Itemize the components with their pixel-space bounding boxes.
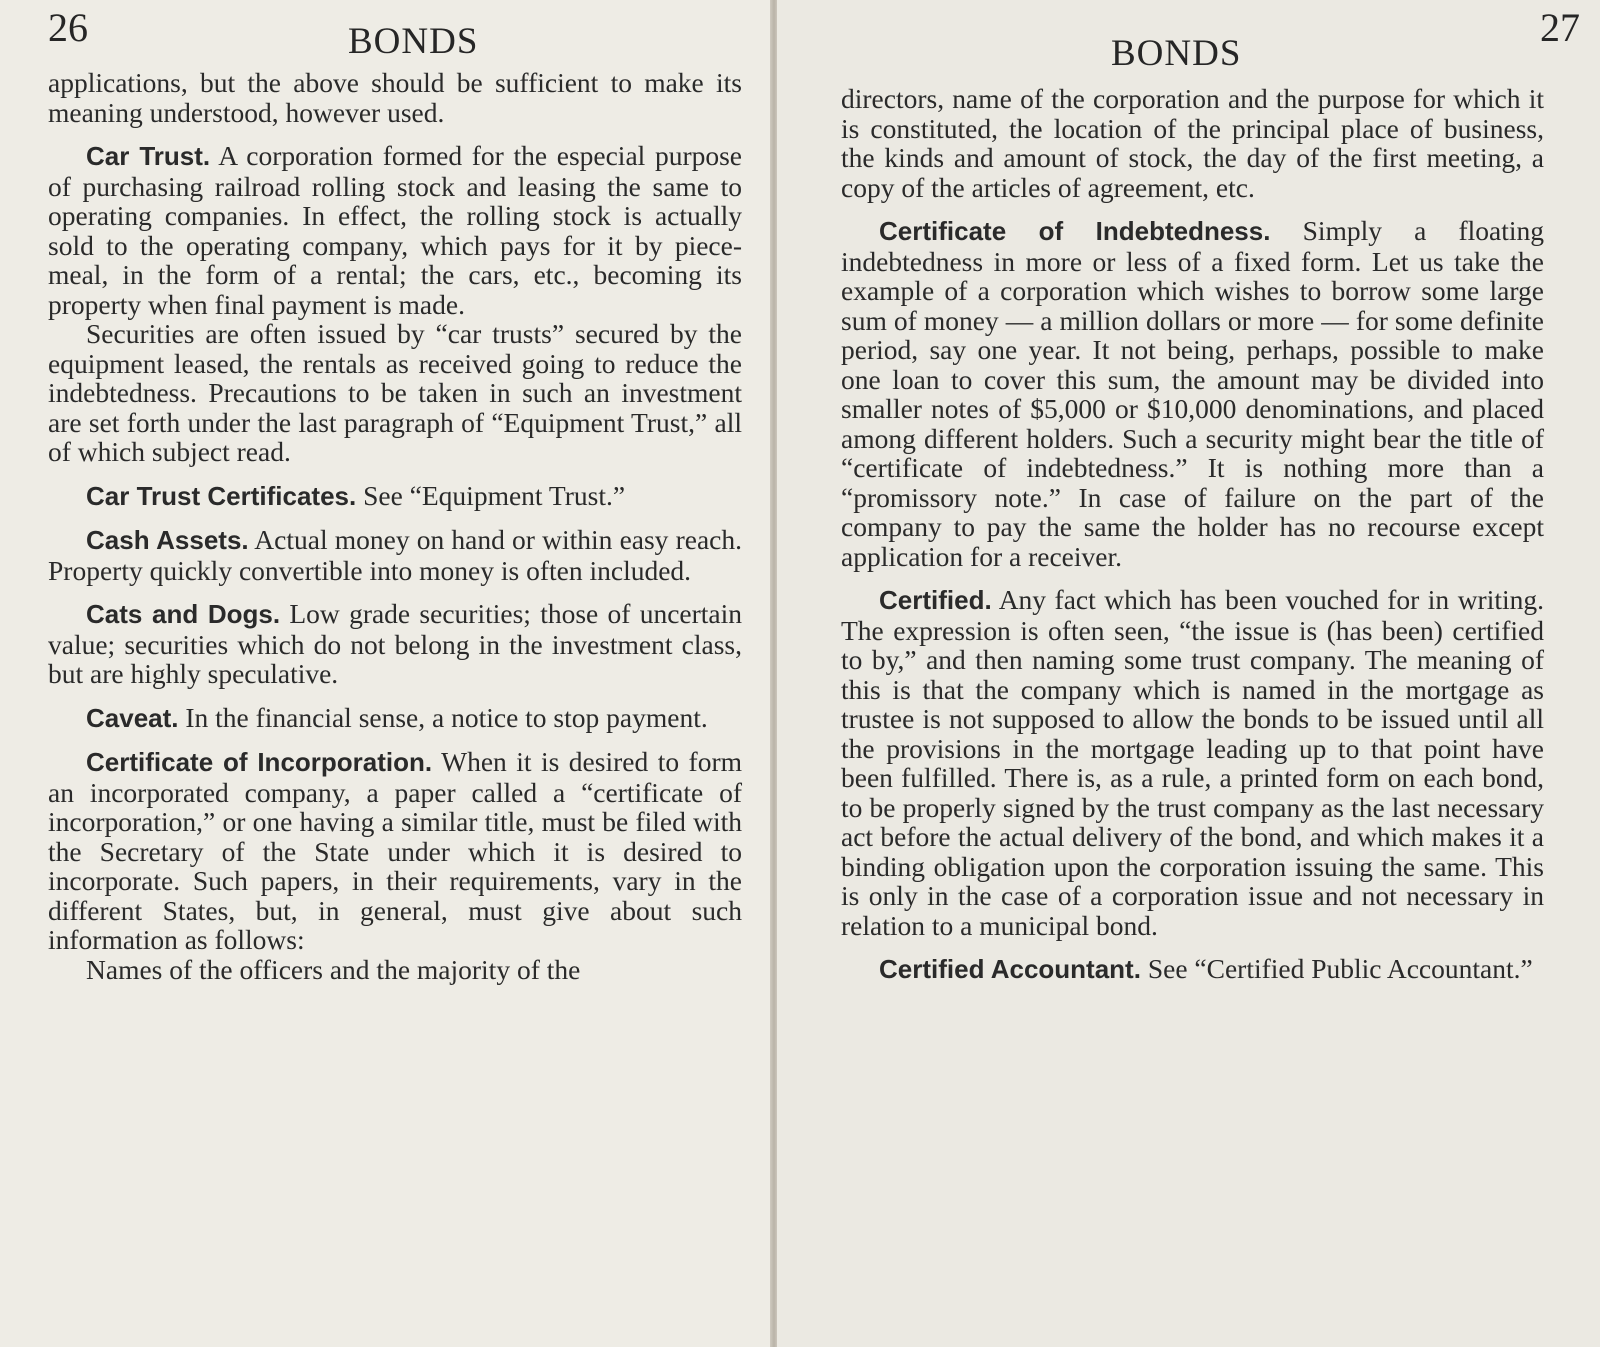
continued-paragraph: directors, name of the corporation and the purpose for which it is constituted, the location of the principal place of business, the kinds and amount of stock, the day of the first meeting, a copy of the articles of agreement, etc.	[841, 83, 1544, 203]
page-body	[48, 68, 742, 984]
glossary-entry	[48, 747, 742, 955]
entry-text: See “Equipment Trust.”	[363, 479, 626, 511]
running-head: BONDS	[348, 21, 479, 62]
entry-term: Certificate of Indebtedness.	[879, 216, 1271, 246]
entry-text: Securities are often issued by “car trusts” secured by the equipment leased, the rentals as received going to reduce the indebtedness. Precautions to be taken in such an investment are set forth under the last paragraph of “Equipment Trust,” all of which subject read.	[48, 318, 742, 467]
entry-text: See “Certified Public Accountant.”	[1147, 953, 1533, 984]
glossary-paragraph	[48, 955, 742, 985]
page-number: 26	[48, 5, 88, 50]
entry-text: In the financial sense, a notice to stop payment.	[185, 701, 708, 733]
page-header	[841, 5, 1580, 74]
running-head: BONDS	[1111, 33, 1242, 74]
entry-text: Low grade securities; those of uncertain value; securities which do not belong in the investment class, but are highly speculative.	[48, 598, 743, 689]
continued-paragraph: applications, but the above should be sufficient to make its meaning understood, however used.	[48, 67, 742, 128]
glossary-entry	[48, 525, 742, 585]
entry-term: Cash Assets.	[86, 525, 249, 555]
entry-text: When it is desired to form an incorporated company, a paper called a “certificate of incorporation,” or one having a similar title, must be filed with the Secretary of the State under which it is desired to incorporate. Such papers, in their requirements, vary in the different States, but, in general, must give about such information as follows:	[48, 746, 743, 955]
glossary-entry	[841, 216, 1544, 571]
glossary-entry	[48, 141, 742, 319]
glossary-paragraph	[48, 319, 742, 467]
entry-term: Cats and Dogs.	[86, 599, 281, 629]
entry-term: Car Trust Certificates.	[86, 480, 357, 511]
entry-term: Caveat.	[86, 702, 179, 733]
page-body	[841, 84, 1544, 985]
glossary-entry	[48, 599, 742, 689]
glossary-entry	[48, 703, 742, 734]
entry-text: Any fact which has been vouched for in writing. The expression is often seen, “the issue is (has been) certified to by,” and then naming some trust company. The meaning of this is that the company which is named in the mortgage as trustee is not supposed to allow the bonds to be issued until all the provisions in the mortgage leading up to that point have been fulfilled. There is, as a rule, a printed form on each bond, to be properly signed by the trust company as the last necessary act before the actual delivery of the bond, and which makes it a binding obligation upon the corporation issuing the same. This is only in the case of a corporation issue and not necessary in relation to a municipal bond.	[841, 584, 1545, 941]
entry-term: Certificate of Incorporation.	[86, 747, 433, 777]
entry-text: A corporation formed for the especial purpose of purchasing railroad rolling stock and leasing the same to operating companies. In effect, the rolling stock is actually sold to the operating company, which pays for it by piece-meal, in the form of a rental; the cars, etc., becoming its property when final payment is made.	[48, 140, 743, 320]
entry-term: Certified Accountant.	[879, 954, 1141, 984]
glossary-entry	[841, 585, 1544, 940]
glossary-entry	[841, 954, 1544, 985]
page-number: 27	[1540, 5, 1580, 50]
page-header	[48, 6, 742, 68]
entry-text: Names of the officers and the majority of the	[86, 953, 581, 985]
glossary-entry	[48, 481, 742, 512]
entry-text: Actual money on hand or within easy reach. Property quickly convertible into money is often included.	[48, 524, 742, 586]
entry-term: Car Trust.	[86, 141, 211, 171]
right-page	[777, 0, 1600, 1347]
left-page	[0, 0, 772, 1347]
entry-term: Certified.	[879, 585, 992, 615]
entry-text: Simply a floating indebtedness in more or less of a fixed form. Let us take the example of a corporation which wishes to borrow some large sum of money — a million dollars or more — for some definite period, say one year. It not being, perhaps, possible to make one loan to cover this sum, the amount may be divided into smaller notes of $5,000 or $10,000 denominations, and placed among different holders. Such a security might bear the title of “certificate of indebtedness.” It is nothing more than a “promissory note.” In case of failure on the part of the company to pay the same the holder has no recourse except application for a receiver.	[841, 215, 1544, 572]
